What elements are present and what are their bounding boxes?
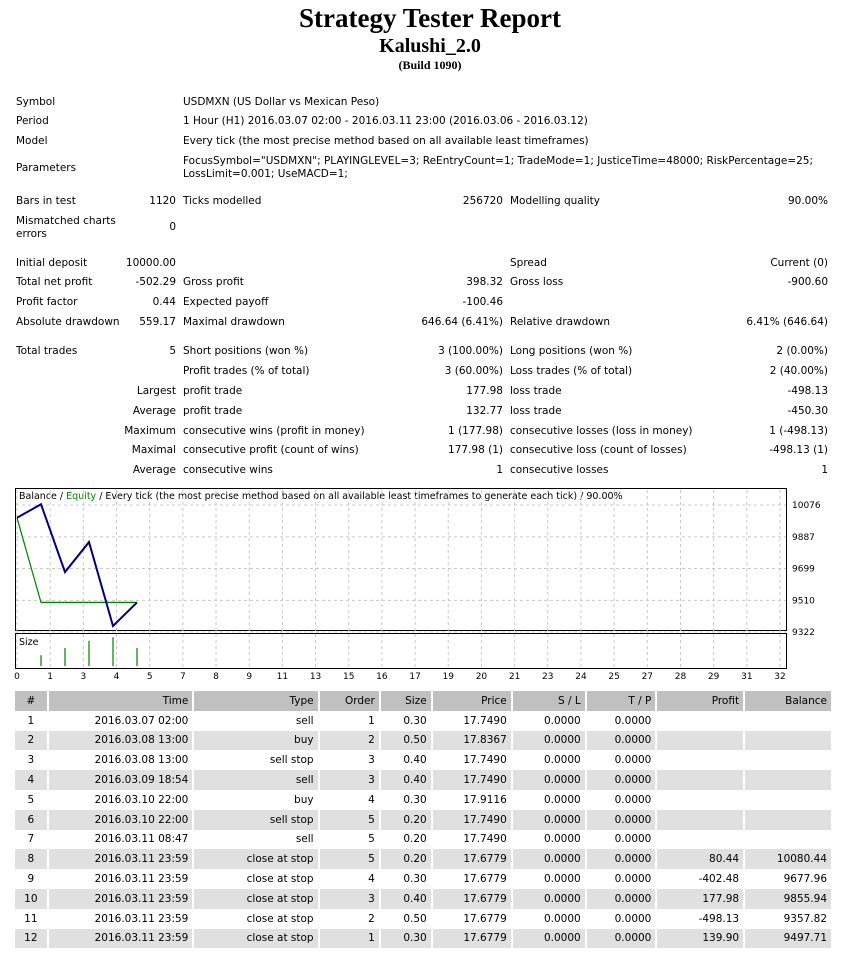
table-cell: 0.40	[380, 750, 432, 770]
table-cell: 5	[319, 849, 380, 869]
table-cell: 4	[319, 869, 380, 889]
table-cell	[656, 770, 744, 790]
table-cell: 2016.03.11 08:47	[48, 830, 194, 850]
table-cell: 1	[319, 929, 380, 949]
profit-factor-value: 0.44	[152, 296, 176, 308]
table-cell: 0.0000	[512, 770, 586, 790]
table-cell: 17.7490	[432, 770, 512, 790]
average-label: Average	[132, 405, 176, 417]
column-header[interactable]: Price	[432, 691, 512, 711]
avg-consecutive-wins-label: consecutive wins	[183, 464, 273, 476]
table-row	[15, 750, 832, 770]
table-cell: 0.0000	[586, 790, 657, 810]
table-cell	[656, 830, 744, 850]
parameters-label: Parameters	[16, 162, 77, 174]
table-cell: 0.30	[380, 929, 432, 949]
table-cell: close at stop	[193, 909, 318, 929]
table-cell: 0.0000	[586, 810, 657, 830]
relative-drawdown-value: 6.41% (646.64)	[746, 316, 828, 328]
table-cell: buy	[193, 790, 318, 810]
period-label: Period	[16, 115, 49, 127]
table-cell	[656, 750, 744, 770]
net-profit-label: Total net profit	[16, 276, 93, 288]
max-consecutive-wins-value: 1 (177.98)	[448, 425, 503, 437]
absolute-drawdown-label: Absolute drawdown	[16, 316, 120, 328]
table-cell: 17.6779	[432, 909, 512, 929]
largest-profit-value: 177.98	[466, 385, 503, 397]
table-cell: -498.13	[656, 909, 744, 929]
gross-loss-label: Gross loss	[510, 276, 564, 288]
parameters-line-2: LossLimit=0.001; UseMACD=1;	[183, 168, 348, 180]
table-cell: 0.0000	[586, 770, 657, 790]
table-cell	[744, 790, 832, 810]
bars-value: 1120	[149, 195, 176, 207]
table-cell	[744, 731, 832, 751]
table-cell: 0.0000	[586, 750, 657, 770]
table-cell: 17.7490	[432, 830, 512, 850]
largest-profit-label: profit trade	[183, 385, 243, 397]
table-cell: 139.90	[656, 929, 744, 949]
table-cell	[744, 810, 832, 830]
column-header[interactable]: Time	[48, 691, 194, 711]
table-cell: close at stop	[193, 929, 318, 949]
table-cell: -402.48	[656, 869, 744, 889]
table-cell: sell stop	[193, 750, 318, 770]
table-cell: 10	[15, 889, 48, 909]
table-cell	[744, 711, 832, 731]
gross-loss-value: -900.60	[787, 276, 828, 288]
profit-trades-label: Profit trades (% of total)	[183, 365, 310, 377]
maximal-drawdown-value: 646.64 (6.41%)	[421, 316, 503, 328]
spread-value: Current (0)	[770, 257, 828, 269]
table-cell: sell	[193, 711, 318, 731]
table-cell: 9	[15, 869, 48, 889]
long-positions-label: Long positions (won %)	[510, 345, 633, 357]
column-header[interactable]: S / L	[512, 691, 586, 711]
equity-series-line	[17, 518, 137, 603]
table-cell: 2016.03.11 23:59	[48, 909, 194, 929]
trades-table	[15, 691, 833, 948]
column-header[interactable]: Order	[319, 691, 380, 711]
table-cell: 0.0000	[512, 929, 586, 949]
table-cell: 5	[15, 790, 48, 810]
maximal-consecutive-profit-label: consecutive profit (count of wins)	[183, 444, 359, 456]
table-cell: 5	[319, 810, 380, 830]
table-cell: 0.0000	[512, 849, 586, 869]
table-cell: 0.0000	[512, 909, 586, 929]
table-cell	[744, 750, 832, 770]
table-cell: 0.0000	[586, 889, 657, 909]
loss-trades-label: Loss trades (% of total)	[510, 365, 633, 377]
table-row	[15, 869, 832, 889]
table-cell: 9357.82	[744, 909, 832, 929]
table-cell: sell	[193, 770, 318, 790]
gross-profit-value: 398.32	[466, 276, 503, 288]
largest-loss-label: loss trade	[510, 385, 562, 397]
x-tick-label: 0	[14, 672, 20, 682]
column-header[interactable]: Size	[380, 691, 432, 711]
table-cell: 17.7490	[432, 810, 512, 830]
table-cell	[656, 711, 744, 731]
max-consecutive-wins-label: consecutive wins (profit in money)	[183, 425, 365, 437]
x-tick-label: 1	[47, 672, 54, 682]
maximal-drawdown-label: Maximal drawdown	[183, 316, 285, 328]
table-row	[15, 790, 832, 810]
y-tick-label: 9887	[792, 532, 815, 543]
balance-series-line	[17, 504, 137, 626]
expert-name: Kalushi_2.0	[379, 35, 481, 57]
x-tick-label: 20	[475, 672, 488, 682]
x-tick-label: 16	[376, 672, 388, 682]
table-cell	[744, 770, 832, 790]
quality-value: 90.00%	[787, 195, 828, 207]
relative-drawdown-label: Relative drawdown	[510, 316, 611, 328]
table-cell: sell	[193, 830, 318, 850]
table-cell: 2016.03.11 23:59	[48, 889, 194, 909]
parameters-line-1: FocusSymbol="USDMXN"; PLAYINGLEVEL=3; ReEntryCount=1; TradeMode=1; JusticeTime=48000; RiskPercentage=25;	[183, 155, 814, 167]
net-profit-value: -502.29	[135, 276, 176, 288]
x-tick-label: 7	[180, 672, 186, 682]
column-header[interactable]: Profit	[656, 691, 744, 711]
x-tick-label: 17	[409, 672, 421, 682]
short-positions-label: Short positions (won %)	[183, 345, 309, 357]
trades-header-row	[15, 691, 832, 711]
average-loss-value: -450.30	[787, 405, 828, 417]
table-cell: 2016.03.11 23:59	[48, 869, 194, 889]
y-tick-label: 9510	[792, 596, 815, 607]
mismatch-label-1: Mismatched charts	[16, 215, 116, 227]
table-row	[15, 929, 832, 949]
table-cell: 2	[319, 909, 380, 929]
table-row	[15, 849, 832, 869]
table-cell: 6	[15, 810, 48, 830]
avg-consecutive-losses-label: consecutive losses	[510, 464, 609, 476]
column-header[interactable]: T / P	[586, 691, 657, 711]
profit-trades-value: 3 (60.00%)	[444, 365, 503, 377]
ticks-label: Ticks modelled	[183, 195, 262, 207]
table-cell: sell stop	[193, 810, 318, 830]
total-trades-label: Total trades	[16, 345, 78, 357]
table-cell: 17.7490	[432, 711, 512, 731]
table-cell: 0.30	[380, 790, 432, 810]
table-cell: 0.0000	[586, 731, 657, 751]
maximum-label: Maximum	[124, 425, 176, 437]
period-value: 1 Hour (H1) 2016.03.07 02:00 - 2016.03.11 23:00 (2016.03.06 - 2016.03.12)	[183, 115, 588, 127]
x-tick-label: 31	[741, 672, 753, 682]
table-cell: close at stop	[193, 869, 318, 889]
table-cell: 2	[15, 731, 48, 751]
table-cell: 0.0000	[512, 869, 586, 889]
table-cell: 0.0000	[512, 711, 586, 731]
model-value: Every tick (the most precise method based on all available least timeframes)	[183, 135, 589, 147]
loss-trades-value: 2 (40.00%)	[769, 365, 828, 377]
table-cell: 3	[319, 750, 380, 770]
table-cell: 17.6779	[432, 869, 512, 889]
symbol-label: Symbol	[16, 96, 56, 108]
x-tick-label: 23	[542, 672, 554, 682]
profit-factor-label: Profit factor	[16, 296, 78, 308]
x-tick-label: 19	[442, 672, 454, 682]
column-header[interactable]: Type	[193, 691, 318, 711]
table-cell: 2016.03.07 02:00	[48, 711, 194, 731]
table-cell: 0.0000	[586, 849, 657, 869]
x-tick-label: 24	[575, 672, 587, 682]
table-cell: close at stop	[193, 889, 318, 909]
table-cell: 10080.44	[744, 849, 832, 869]
table-cell: 3	[319, 889, 380, 909]
x-tick-label: 32	[774, 672, 786, 682]
table-row	[15, 830, 832, 850]
table-cell	[744, 830, 832, 850]
table-cell: close at stop	[193, 849, 318, 869]
table-cell: 0.30	[380, 869, 432, 889]
table-row	[15, 889, 832, 909]
avg-consecutive-wins-value: 1	[496, 464, 503, 476]
table-cell: 0.0000	[512, 790, 586, 810]
table-cell: 0.40	[380, 770, 432, 790]
table-cell: 0.0000	[586, 830, 657, 850]
table-cell: 11	[15, 909, 48, 929]
x-tick-label: 29	[707, 672, 720, 682]
table-row	[15, 810, 832, 830]
legend-balance: Balance	[19, 491, 57, 502]
table-cell: 17.6779	[432, 929, 512, 949]
table-cell: 80.44	[656, 849, 744, 869]
table-cell: 8	[15, 849, 48, 869]
x-tick-label: 28	[674, 672, 687, 682]
table-cell: 0.0000	[512, 830, 586, 850]
largest-label: Largest	[136, 385, 176, 397]
table-cell: 12	[15, 929, 48, 949]
avg-consecutive-losses-value: 1	[821, 464, 828, 476]
table-cell: 0.0000	[512, 731, 586, 751]
table-cell: 0.0000	[512, 750, 586, 770]
deposit-value: 10000.00	[125, 257, 176, 269]
x-tick-label: 21	[508, 672, 521, 682]
table-cell: 0.30	[380, 711, 432, 731]
x-tick-label: 25	[608, 672, 620, 682]
table-row	[15, 731, 832, 751]
table-cell: 0.0000	[586, 909, 657, 929]
expected-payoff-value: -100.46	[462, 296, 503, 308]
x-tick-label: 3	[80, 672, 87, 682]
table-cell: 2016.03.08 13:00	[48, 750, 194, 770]
legend-description: / Every tick (the most precise method based on all available least timeframes to generate each tick) / 90.00%	[96, 491, 623, 502]
y-tick-label: 10076	[792, 501, 821, 511]
table-cell: 17.7490	[432, 750, 512, 770]
table-cell: 2	[319, 731, 380, 751]
x-tick-label: 13	[309, 672, 322, 682]
table-cell	[656, 810, 744, 830]
x-tick-label: 4	[113, 672, 120, 682]
table-row	[15, 909, 832, 929]
long-positions-value: 2 (0.00%)	[776, 345, 828, 357]
table-cell: 2016.03.09 18:54	[48, 770, 194, 790]
maximal-consecutive-loss-label: consecutive loss (count of losses)	[510, 444, 687, 456]
bars-label: Bars in test	[16, 195, 76, 207]
max-consecutive-losses-label: consecutive losses (loss in money)	[510, 425, 693, 437]
average-profit-label: profit trade	[183, 405, 243, 417]
total-trades-value: 5	[169, 345, 176, 357]
short-positions-value: 3 (100.00%)	[438, 345, 503, 357]
x-tick-label: 27	[641, 672, 654, 682]
table-cell: 177.98	[656, 889, 744, 909]
table-cell: 3	[15, 750, 48, 770]
table-cell: 3	[319, 770, 380, 790]
table-cell: 1	[319, 711, 380, 731]
trades-body	[15, 711, 832, 949]
table-cell: 2016.03.10 22:00	[48, 790, 194, 810]
maximal-consecutive-loss-value: -498.13 (1)	[769, 444, 828, 456]
table-cell: 5	[319, 830, 380, 850]
table-cell: 17.9116	[432, 790, 512, 810]
table-cell: 0.0000	[586, 929, 657, 949]
average-consecutive-label: Average	[132, 464, 176, 476]
gross-profit-label: Gross profit	[183, 276, 244, 288]
table-cell: 17.6779	[432, 849, 512, 869]
size-label: Size	[19, 637, 39, 648]
table-cell: 0.0000	[586, 711, 657, 731]
deposit-label: Initial deposit	[16, 257, 88, 269]
y-tick-label: 9699	[792, 564, 815, 575]
model-label: Model	[16, 135, 48, 147]
table-cell	[656, 790, 744, 810]
build-number: (Build 1090)	[398, 58, 462, 72]
table-cell: 9497.71	[744, 929, 832, 949]
table-cell: 0.20	[380, 849, 432, 869]
report-title: Strategy Tester Report	[299, 3, 561, 33]
table-cell: 2016.03.11 23:59	[48, 929, 194, 949]
table-cell: 17.8367	[432, 731, 512, 751]
symbol-value: USDMXN (US Dollar vs Mexican Peso)	[183, 96, 380, 108]
column-header[interactable]: Balance	[744, 691, 832, 711]
x-tick-label: 11	[276, 672, 289, 682]
legend-separator: /	[56, 491, 67, 502]
y-tick-label: 9322	[792, 628, 815, 638]
table-cell: 17.6779	[432, 889, 512, 909]
largest-loss-value: -498.13	[787, 385, 828, 397]
table-cell: 0.20	[380, 830, 432, 850]
mismatch-value: 0	[169, 221, 176, 233]
absolute-drawdown-value: 559.17	[139, 316, 176, 328]
table-cell: 2016.03.11 23:59	[48, 849, 194, 869]
x-tick-label: 15	[343, 672, 355, 682]
max-consecutive-losses-value: 1 (-498.13)	[769, 425, 828, 437]
maximal-label: Maximal	[131, 444, 176, 456]
table-cell: 0.50	[380, 731, 432, 751]
expected-payoff-label: Expected payoff	[183, 296, 269, 308]
table-cell: 1	[15, 711, 48, 731]
table-cell: 2016.03.10 22:00	[48, 810, 194, 830]
table-cell: 0.40	[380, 889, 432, 909]
maximal-consecutive-profit-value: 177.98 (1)	[448, 444, 503, 456]
table-row	[15, 770, 832, 790]
table-cell: 4	[319, 790, 380, 810]
mismatch-label-2: errors	[16, 228, 47, 240]
table-cell: buy	[193, 731, 318, 751]
table-cell: 0.0000	[512, 889, 586, 909]
column-header[interactable]: #	[15, 691, 48, 711]
average-profit-value: 132.77	[466, 405, 503, 417]
table-cell: 9855.94	[744, 889, 832, 909]
table-cell: 4	[15, 770, 48, 790]
quality-label: Modelling quality	[510, 195, 600, 207]
table-cell: 0.20	[380, 810, 432, 830]
table-cell: 9677.96	[744, 869, 832, 889]
table-cell: 7	[15, 830, 48, 850]
ticks-value: 256720	[462, 195, 503, 207]
x-tick-label: 5	[146, 672, 153, 682]
table-cell: 2016.03.08 13:00	[48, 731, 194, 751]
table-cell: 0.0000	[586, 869, 657, 889]
table-cell: 0.50	[380, 909, 432, 929]
x-tick-label: 9	[246, 672, 253, 682]
table-cell	[656, 731, 744, 751]
legend-equity: Equity	[66, 491, 97, 502]
spread-label: Spread	[510, 257, 547, 269]
average-loss-label: loss trade	[510, 405, 562, 417]
x-tick-label: 8	[213, 672, 219, 682]
table-cell: 0.0000	[512, 810, 586, 830]
table-row	[15, 711, 832, 731]
